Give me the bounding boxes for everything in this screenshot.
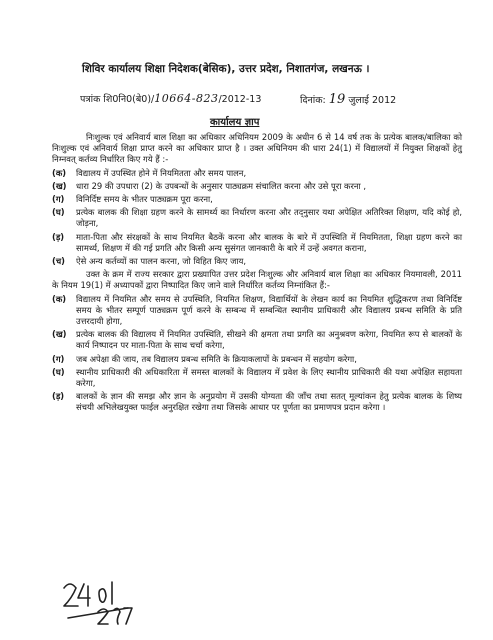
- rule-duty-item: [52, 367, 462, 389]
- rule-duty-item-number: (ग): [52, 353, 65, 364]
- rule-duty-item: [52, 354, 462, 365]
- rule-duty-item: [52, 329, 462, 351]
- act-duties-list: [52, 168, 462, 268]
- act-duty-item: [52, 232, 462, 254]
- date-handwritten-day: 19: [328, 92, 346, 107]
- rules-intro-paragraph: उक्त के क्रम में राज्य सरकार द्वारा प्रख्यापित उत्तर प्रदेश निःशुल्क और अनिवार्य बाल शिक्षा का अधिकार नियमावली, 2011 के नियम 19(1) में अध्यापकों द्वारा निष्पादित किए जाने वाले निर्धारित कर्तव्य निम्नांकित हैं:-: [52, 269, 462, 291]
- rule-duty-item-text: विद्यालय में नियमित और समय से उपस्थिति, नियमित शिक्षण, विद्यार्थियों के लेखन कार्य का नियमित शुद्धिकरण तथा विनिर्दिष्ट समय के भीतर सम्पूर्ण पाठ्यक्रम पूर्ण करने के सम्बन्ध में सम्बन्धित स्थानीय प्राधिकारी और विद्यालय प्रबन्ध समिति के प्रति उत्तरदायी होगा,: [76, 293, 462, 327]
- act-duty-item-number: (घ): [52, 207, 65, 218]
- act-duty-item: [52, 168, 462, 179]
- act-duty-item: [52, 256, 462, 267]
- rule-duty-item-text: जब अपेक्षा की जाय, तब विद्यालय प्रबन्ध समिति के क्रियाकलापों के प्रबन्धन में सहयोग करेगा,: [76, 353, 357, 364]
- act-duty-item-number: (च): [52, 256, 65, 267]
- date-label: दिनांक:: [300, 95, 326, 106]
- rule-duty-item: [52, 391, 462, 413]
- act-duty-item-text: माता-पिता और संरक्षकों के साथ नियमित बैठकें करना और बालक के बारे में उपस्थिति में नियमितता, शिक्षा ग्रहण करने का सामर्थ्य, शिक्षण में की गई प्रगति और किसी अन्य सुसंगत जानकारी के बारे में उन्हें अवगत कराना,: [76, 231, 462, 253]
- handwritten-signature-mark: [58, 578, 148, 628]
- rule-duty-item-number: (घ): [52, 366, 65, 377]
- office-header: शिविर कार्यालय शिक्षा निदेशक(बेसिक), उत्तर प्रदेश, निशातगंज, लखनऊ ।: [82, 63, 370, 75]
- rule-duty-item: [52, 294, 462, 328]
- act-duty-item-number: (ख): [52, 180, 67, 191]
- act-duty-item: [52, 207, 462, 229]
- act-duty-item-text: विनिर्दिष्ट समय के भीतर पाठ्यक्रम पूरा करना,: [76, 194, 213, 205]
- act-duty-item-number: (ड़): [52, 231, 65, 242]
- reference-number: [80, 92, 261, 105]
- act-duty-item: [52, 181, 462, 192]
- act-duty-item-number: (ग): [52, 194, 65, 205]
- reference-prefix: पत्रांक शि0नि0(बे0)/: [80, 94, 155, 105]
- reference-suffix: /2012-13: [218, 94, 262, 105]
- rule-duty-item-text: बालकों के ज्ञान की समझ और ज्ञान के अनुप्रयोग में उसकी योग्यता की जाँच तथा सतत् मूल्यांकन हेतु प्रत्येक बालक के शिष्य संचयी अभिलेखयुक्त फाईल अनुरक्षित रखेगा तथा जिसके आधार पर पूर्णता का प्रमाणपत्र प्रदान करेगा ।: [76, 391, 462, 413]
- act-duty-item-number: (क): [52, 167, 67, 178]
- document-body: [52, 132, 462, 416]
- rule-duty-item-number: (ड़): [52, 391, 65, 402]
- act-duty-item: [52, 194, 462, 205]
- rule-duty-item-number: (क): [52, 293, 67, 304]
- date-line: [300, 92, 396, 107]
- act-duty-item-text: ऐसे अन्य कर्तव्यों का पालन करना, जो विहित किए जाय,: [76, 256, 246, 267]
- reference-handwritten-number: 10664-823: [154, 92, 219, 105]
- act-duty-item-text: प्रत्येक बालक की शिक्षा ग्रहण करने के सामर्थ्य का निर्धारण करना और तद्नुसार यथा अपेक्षित अतिरिक्त शिक्षण, यदि कोई हो, जोड़ना,: [76, 207, 462, 229]
- rules-duties-list: [52, 294, 462, 414]
- act-duty-item-text: धारा 29 की उपधारा (2) के उपबन्धों के अनुसार पाठ्यक्रम संचालित करना और उसे पूरा करना ,: [76, 180, 367, 191]
- act-duty-item-text: विद्यालय में उपस्थित होने में नियमितता और समय पालन,: [76, 167, 247, 178]
- rule-duty-item-text: प्रत्येक बालक की विद्यालय में नियमित उपस्थिति, सीखने की क्षमता तथा प्रगति का अनुश्रवण करेगा, नियमित रूप से बालकों के कार्य निष्पादन पर माता-पिता के साथ चर्चा करेगा,: [76, 329, 462, 351]
- rule-duty-item-number: (ख): [52, 329, 67, 340]
- intro-paragraph: निःशुल्क एवं अनिवार्य बाल शिक्षा का अधिकार अधिनियम 2009 के अधीन 6 से 14 वर्ष तक के प्रत्येक बालक/बालिका को निःशुल्क एवं अनिवार्य शिक्षा प्राप्त करने का अधिकार प्राप्त है । उक्त अधिनियम की धारा 24(1) में विद्यालयों में नियुक्त शिक्षकों हेतु निम्नवत् कर्तव्य निर्धारित किए गये हैं :-: [52, 132, 462, 165]
- document-title: कार्यालय ज्ञाप: [210, 117, 260, 128]
- date-month-year: जुलाई 2012: [348, 95, 397, 106]
- rule-duty-item-text: स्थानीय प्राधिकारी की अधिकारिता में समस्त बालकों के विद्यालय में प्रवेश के लिए स्थानीय प्राधिकारी की यथा अपेक्षित सहायता करेगा,: [76, 366, 462, 389]
